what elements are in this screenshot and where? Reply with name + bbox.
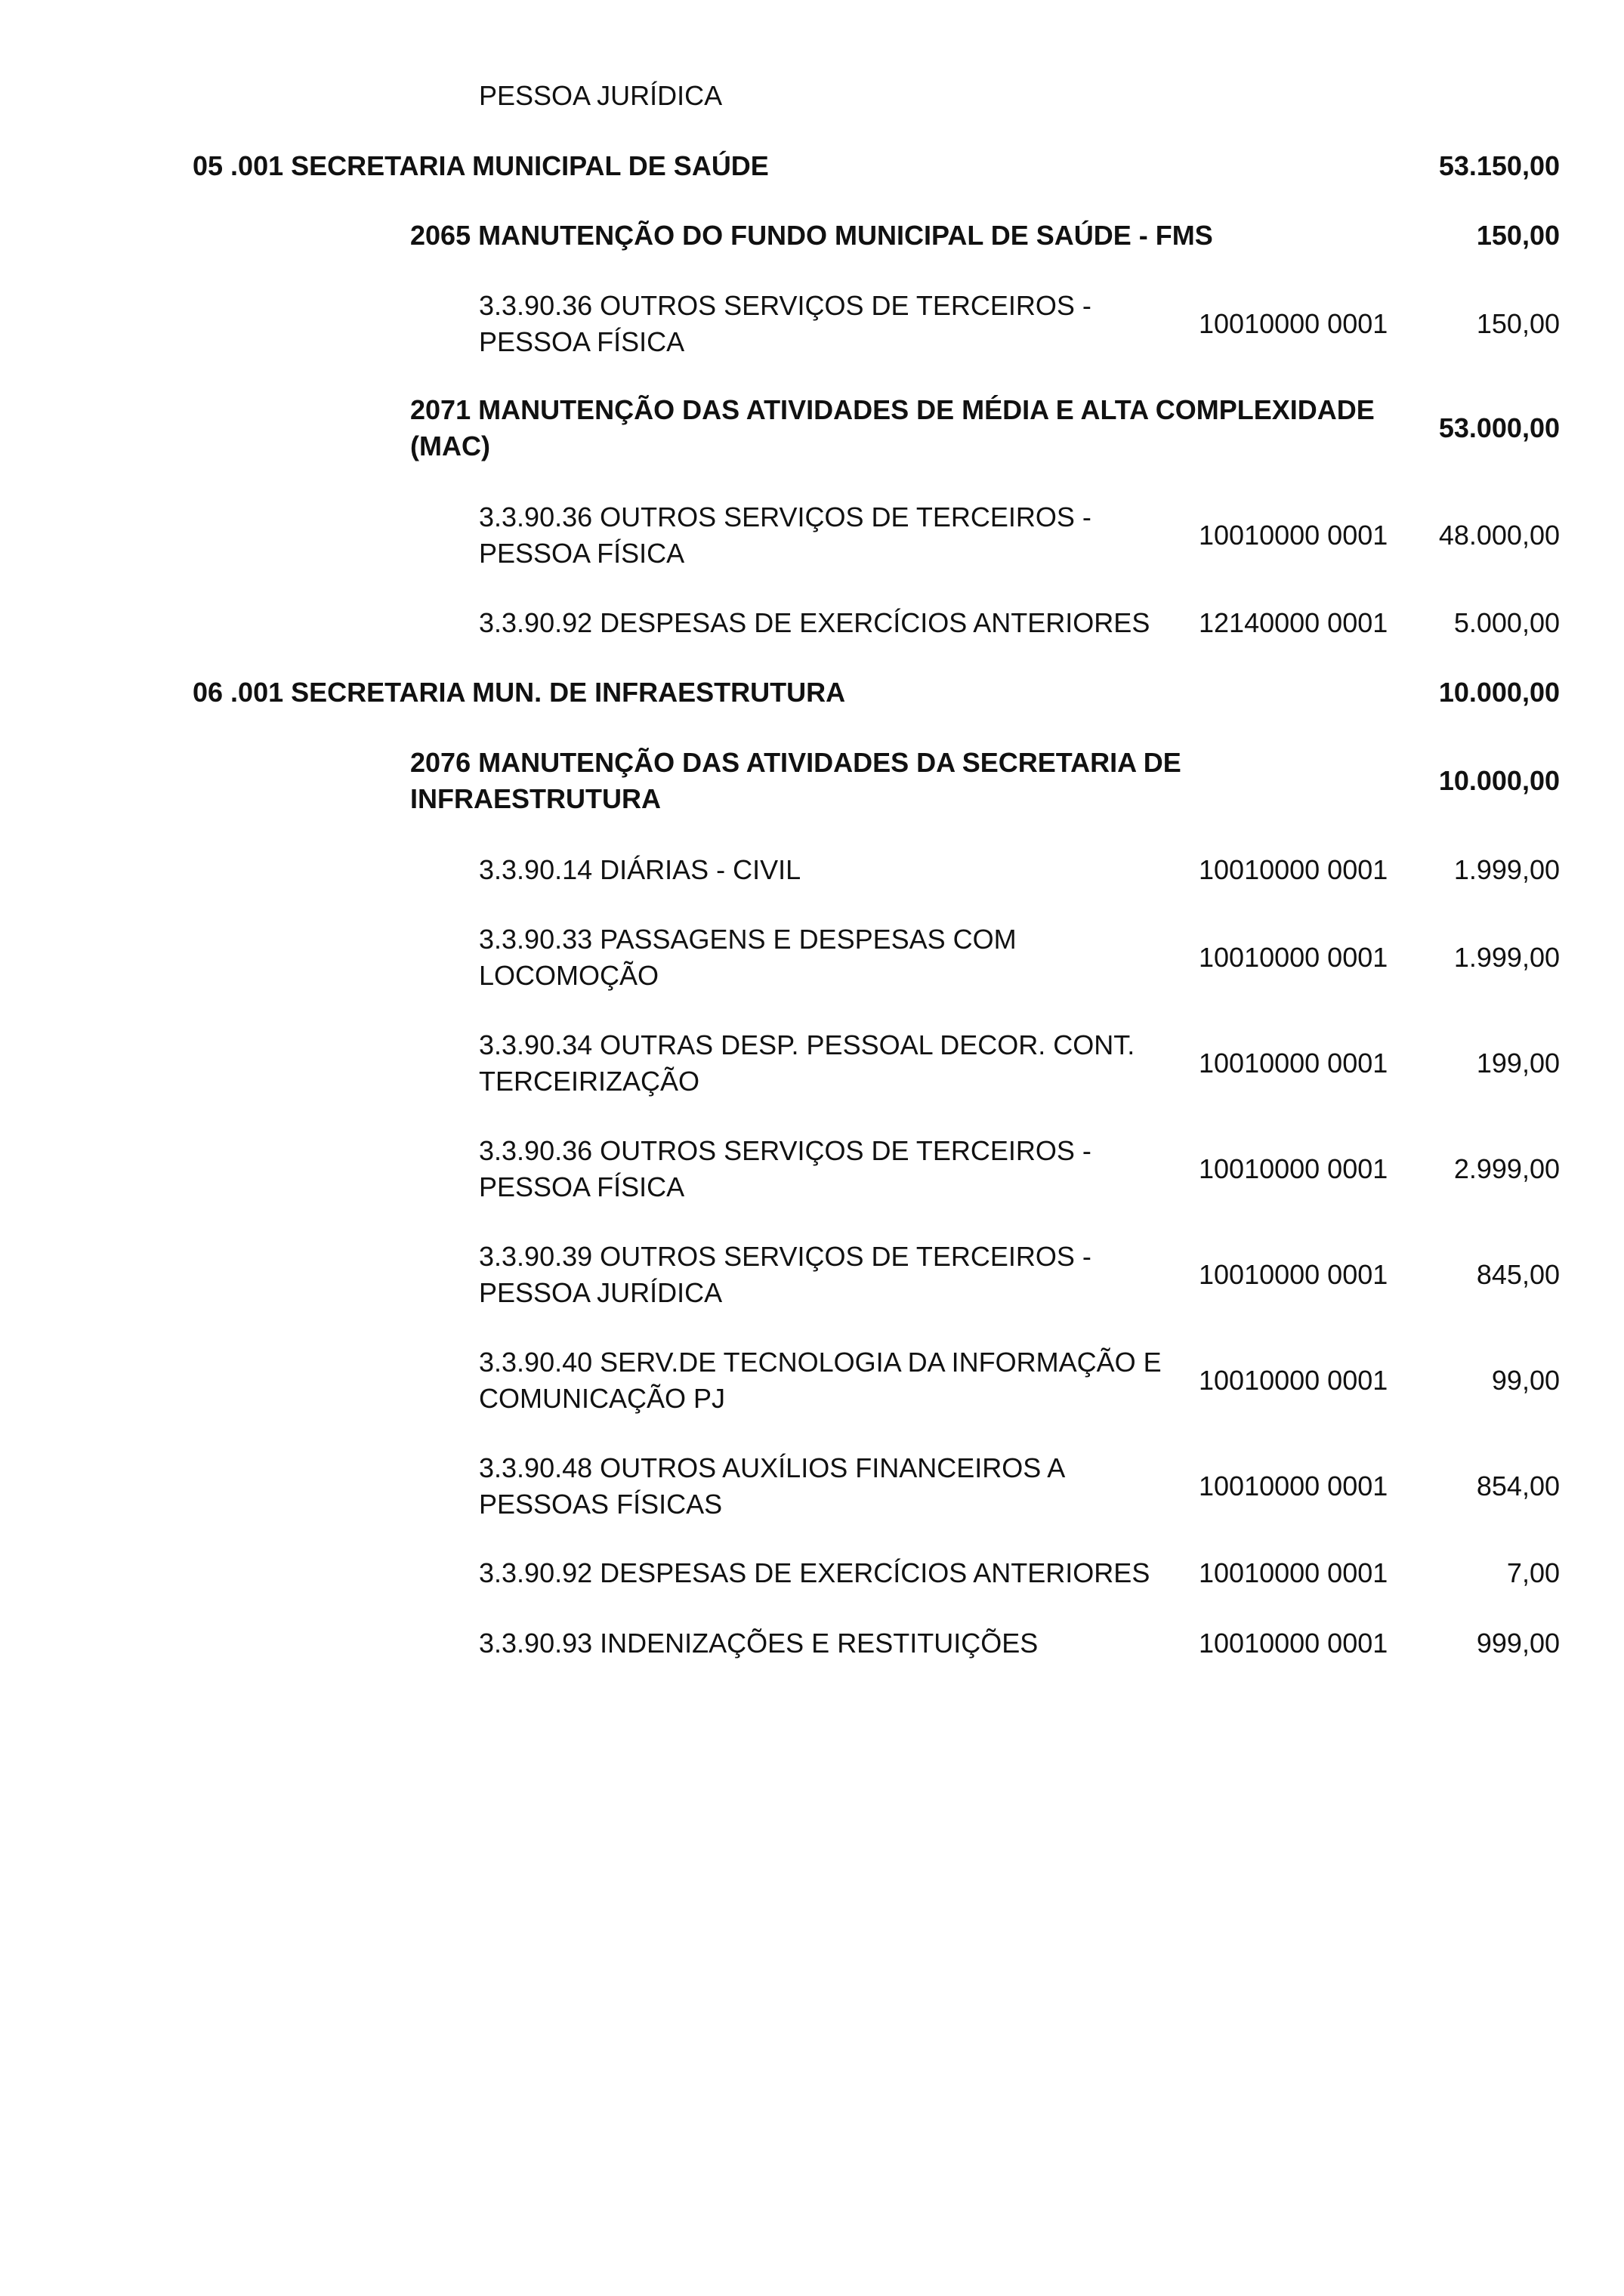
- expense-value: 999,00: [1476, 1628, 1560, 1659]
- program-title-line2: INFRAESTRUTURA: [410, 783, 661, 814]
- expense-source-code: 12140000 0001: [1199, 607, 1388, 638]
- expense-description-line2: PESSOA FÍSICA: [479, 538, 685, 569]
- program-total: 150,00: [1476, 220, 1560, 251]
- continuation-text: PESSOA JURÍDICA: [479, 80, 723, 111]
- expense-value: 48.000,00: [1438, 520, 1560, 551]
- expense-source-code: 10010000 0001: [1199, 1259, 1388, 1290]
- expense-value: 2.999,00: [1453, 1153, 1560, 1184]
- org-total: 10.000,00: [1438, 677, 1560, 708]
- expense-description-line2: PESSOAS FÍSICAS: [479, 1489, 723, 1520]
- expense-source-code: 10010000 0001: [1199, 942, 1388, 973]
- program-title-line2: (MAC): [410, 430, 490, 461]
- expense-value: 5.000,00: [1453, 607, 1560, 638]
- expense-value: 7,00: [1506, 1557, 1560, 1588]
- expense-source-code: 10010000 0001: [1199, 1628, 1388, 1659]
- expense-source-code: 10010000 0001: [1199, 1365, 1388, 1396]
- expense-source-code: 10010000 0001: [1199, 854, 1388, 885]
- expense-description-line1: 3.3.90.93 INDENIZAÇÕES E RESTITUIÇÕES: [479, 1628, 1039, 1659]
- expense-source-code: 10010000 0001: [1199, 1153, 1388, 1184]
- expense-value: 845,00: [1476, 1259, 1560, 1290]
- expense-description-line1: 3.3.90.36 OUTROS SERVIÇOS DE TERCEIROS -: [479, 290, 1091, 321]
- expense-value: 854,00: [1476, 1470, 1560, 1501]
- expense-description-line1: 3.3.90.92 DESPESAS DE EXERCÍCIOS ANTERIORES: [479, 1557, 1150, 1588]
- expense-source-code: 10010000 0001: [1199, 1470, 1388, 1501]
- expense-source-code: 10010000 0001: [1199, 1557, 1388, 1588]
- program-title-line1: 2076 MANUTENÇÃO DAS ATIVIDADES DA SECRETARIA DE: [410, 747, 1181, 778]
- expense-value: 199,00: [1476, 1048, 1560, 1079]
- expense-description-line2: PESSOA FÍSICA: [479, 1171, 685, 1202]
- org-total: 53.150,00: [1438, 150, 1560, 181]
- expense-value: 1.999,00: [1453, 942, 1560, 973]
- expense-description-line2: LOCOMOÇÃO: [479, 960, 659, 991]
- program-title: 2065 MANUTENÇÃO DO FUNDO MUNICIPAL DE SAÚDE - FMS: [410, 220, 1213, 251]
- program-total: 53.000,00: [1438, 412, 1560, 443]
- expense-description-line1: 3.3.90.40 SERV.DE TECNOLOGIA DA INFORMAÇÃO E: [479, 1347, 1162, 1378]
- expense-description-line1: 3.3.90.92 DESPESAS DE EXERCÍCIOS ANTERIORES: [479, 607, 1150, 638]
- org-title: 05 .001 SECRETARIA MUNICIPAL DE SAÚDE: [193, 150, 769, 181]
- expense-description-line1: 3.3.90.36 OUTROS SERVIÇOS DE TERCEIROS -: [479, 1135, 1091, 1166]
- expense-description-line2: PESSOA JURÍDICA: [479, 1277, 723, 1308]
- expense-description-line2: PESSOA FÍSICA: [479, 326, 685, 357]
- program-title-line1: 2071 MANUTENÇÃO DAS ATIVIDADES DE MÉDIA E ALTA COMPLEXIDADE: [410, 394, 1375, 425]
- org-title: 06 .001 SECRETARIA MUN. DE INFRAESTRUTURA: [193, 677, 846, 708]
- expense-source-code: 10010000 0001: [1199, 1048, 1388, 1079]
- expense-description-line1: 3.3.90.34 OUTRAS DESP. PESSOAL DECOR. CONT.: [479, 1029, 1135, 1060]
- expense-description-line1: 3.3.90.14 DIÁRIAS - CIVIL: [479, 854, 801, 885]
- expense-description-line2: COMUNICAÇÃO PJ: [479, 1383, 726, 1414]
- expense-description-line2: TERCEIRIZAÇÃO: [479, 1066, 700, 1097]
- expense-source-code: 10010000 0001: [1199, 308, 1388, 339]
- program-total: 10.000,00: [1438, 765, 1560, 796]
- expense-value: 99,00: [1491, 1365, 1560, 1396]
- expense-source-code: 10010000 0001: [1199, 520, 1388, 551]
- expense-description-line1: 3.3.90.48 OUTROS AUXÍLIOS FINANCEIROS A: [479, 1452, 1066, 1483]
- expense-value: 1.999,00: [1453, 854, 1560, 885]
- expense-value: 150,00: [1476, 308, 1560, 339]
- expense-description-line1: 3.3.90.39 OUTROS SERVIÇOS DE TERCEIROS -: [479, 1241, 1091, 1272]
- expense-description-line1: 3.3.90.36 OUTROS SERVIÇOS DE TERCEIROS -: [479, 501, 1091, 532]
- expense-description-line1: 3.3.90.33 PASSAGENS E DESPESAS COM: [479, 924, 1017, 955]
